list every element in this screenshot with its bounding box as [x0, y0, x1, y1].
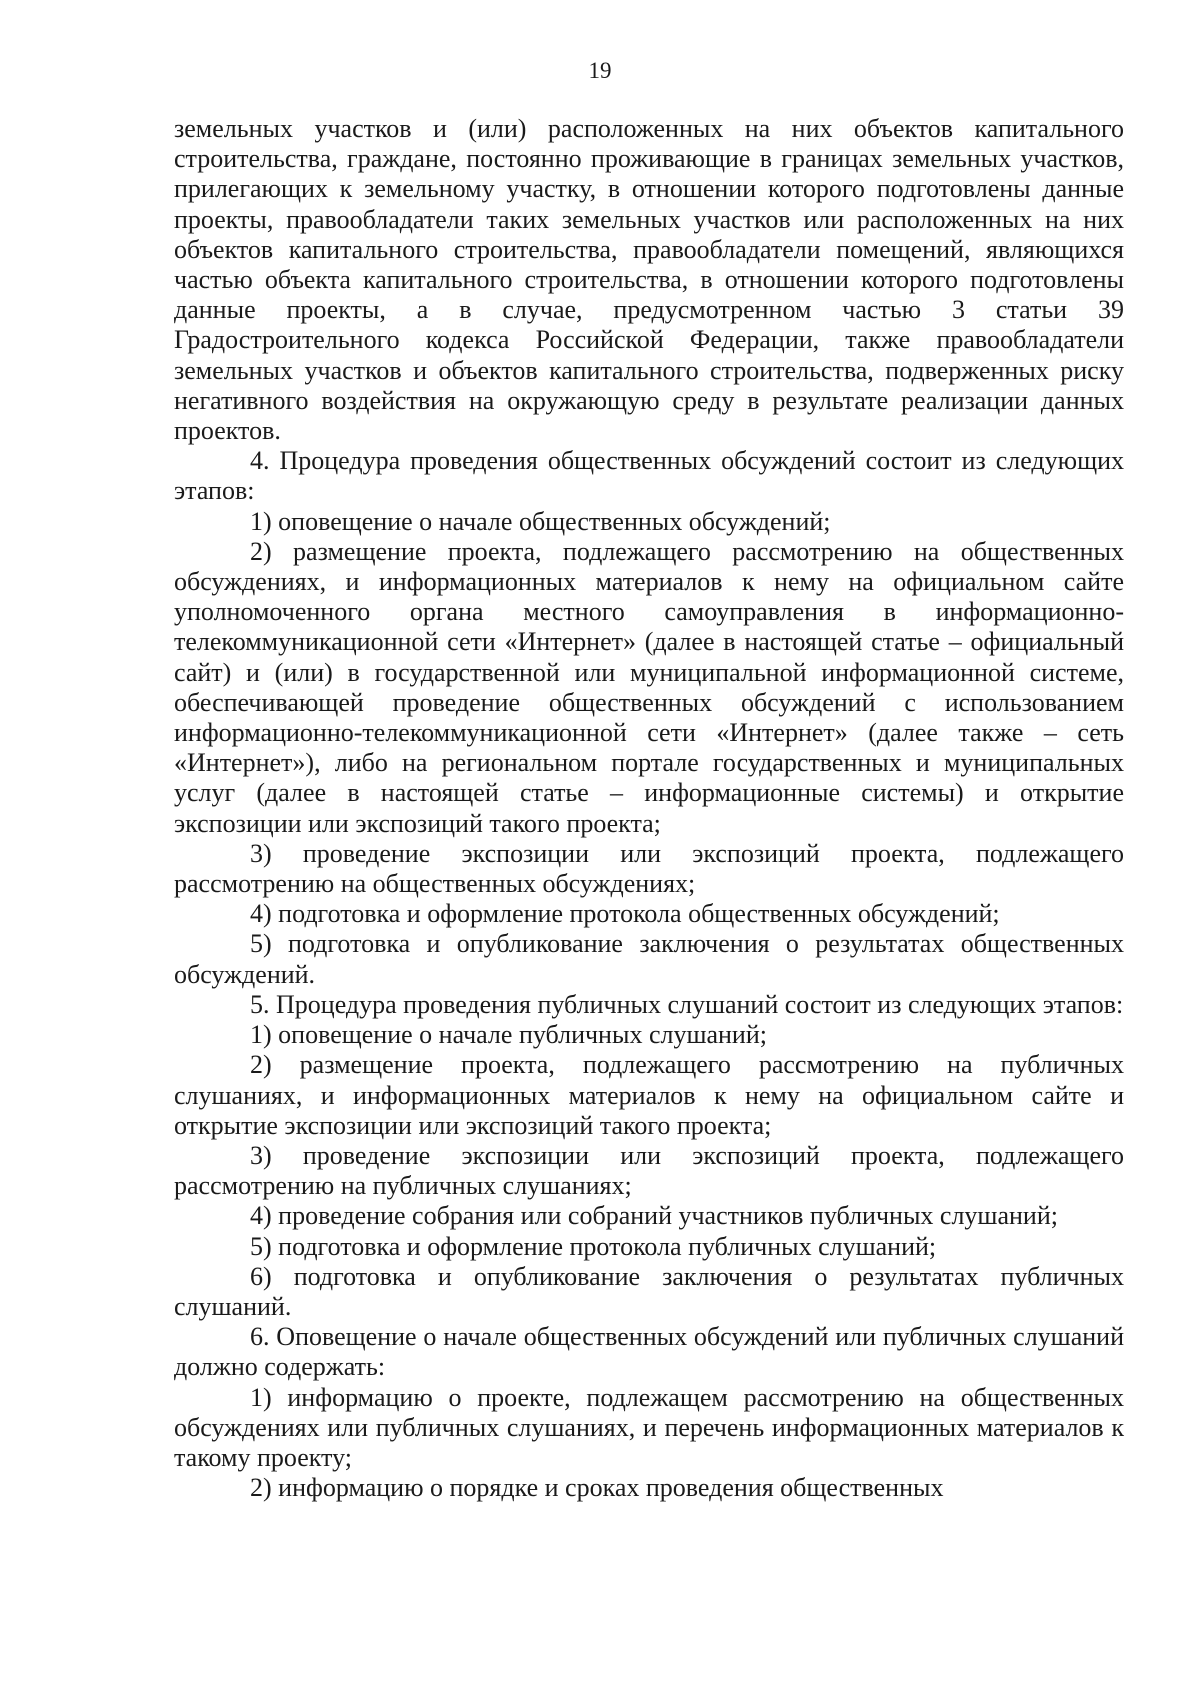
document-body — [174, 114, 1124, 1503]
list-item: 2) размещение проекта, подлежащего рассмотрению на общественных обсуждениях, и информационных материалов к нему на официальном сайте уполномоченного органа местного самоуправления в информационно-телекоммуникационной сети «Интернет» (далее в настоящей статье – официальный сайт) и (или) в государственной или муниципальной информационной системе, обеспечивающей проведение общественных обсуждений с использованием информационно-телекоммуникационной сети «Интернет» (далее также – сеть «Интернет»), либо на региональном портале государственных и муниципальных услуг (далее в настоящей статье – информационные системы) и открытие экспозиции или экспозиций такого проекта; — [174, 536, 1124, 838]
list-item: 3) проведение экспозиции или экспозиций проекта, подлежащего рассмотрению на общественных обсуждениях; — [174, 838, 1124, 899]
list-item: 1) оповещение о начале общественных обсуждений; — [250, 506, 831, 536]
paragraph-continuation: земельных участков и (или) расположенных на них объектов капитального строительства, граждане, постоянно проживающие в границах земельных участков, прилегающих к земельному участку, в отношении которого подготовлены данные проекты, правообладатели таких земельных участков или расположенных на них объектов капитального строительства, правообладатели помещений, являющихся частью объекта капитального строительства, в отношении которого подготовлены данные проекты, а в случае, предусмотренном частью 3 статьи 39 Градостроительного кодекса Российской Федерации, также правообладатели земельных участков и объектов капитального строительства, подверженных риску негативного воздействия на окружающую среду в результате реализации данных проектов. — [174, 114, 1124, 446]
list-item: 1) оповещение о начале публичных слушаний; — [250, 1020, 767, 1050]
list-item: 6) подготовка и опубликование заключения о результатах публичных слушаний. — [174, 1261, 1124, 1321]
paragraph-item-5: 5. Процедура проведения публичных слушаний состоит из следующих этапов: — [250, 989, 1124, 1019]
list-item: 3) проведение экспозиции или экспозиций проекта, подлежащего рассмотрению на публичных слушаниях; — [174, 1140, 1124, 1201]
list-item: 2) информацию о порядке и сроках проведения общественных — [250, 1473, 944, 1503]
paragraph-item-6: 6. Оповещение о начале общественных обсуждений или публичных слушаний должно содержать: — [174, 1322, 1124, 1382]
list-item: 4) подготовка и оформление протокола общественных обсуждений; — [250, 899, 1000, 929]
list-item: 5) подготовка и опубликование заключения о результатах общественных обсуждений. — [174, 929, 1124, 989]
paragraph-item-4: 4. Процедура проведения общественных обсуждений состоит из следующих этапов: — [174, 446, 1124, 506]
page-number: 19 — [588, 58, 612, 83]
list-item: 1) информацию о проекте, подлежащем рассмотрению на общественных обсуждениях или публичных слушаниях, и перечень информационных материалов к такому проекту; — [174, 1382, 1124, 1472]
list-item: 5) подготовка и оформление протокола публичных слушаний; — [250, 1231, 937, 1261]
list-item: 2) размещение проекта, подлежащего рассмотрению на публичных слушаниях, и информационных материалов к нему на официальном сайте и открытие экспозиции или экспозиций такого проекта; — [174, 1050, 1124, 1140]
list-item: 4) проведение собрания или собраний участников публичных слушаний; — [250, 1201, 1058, 1231]
